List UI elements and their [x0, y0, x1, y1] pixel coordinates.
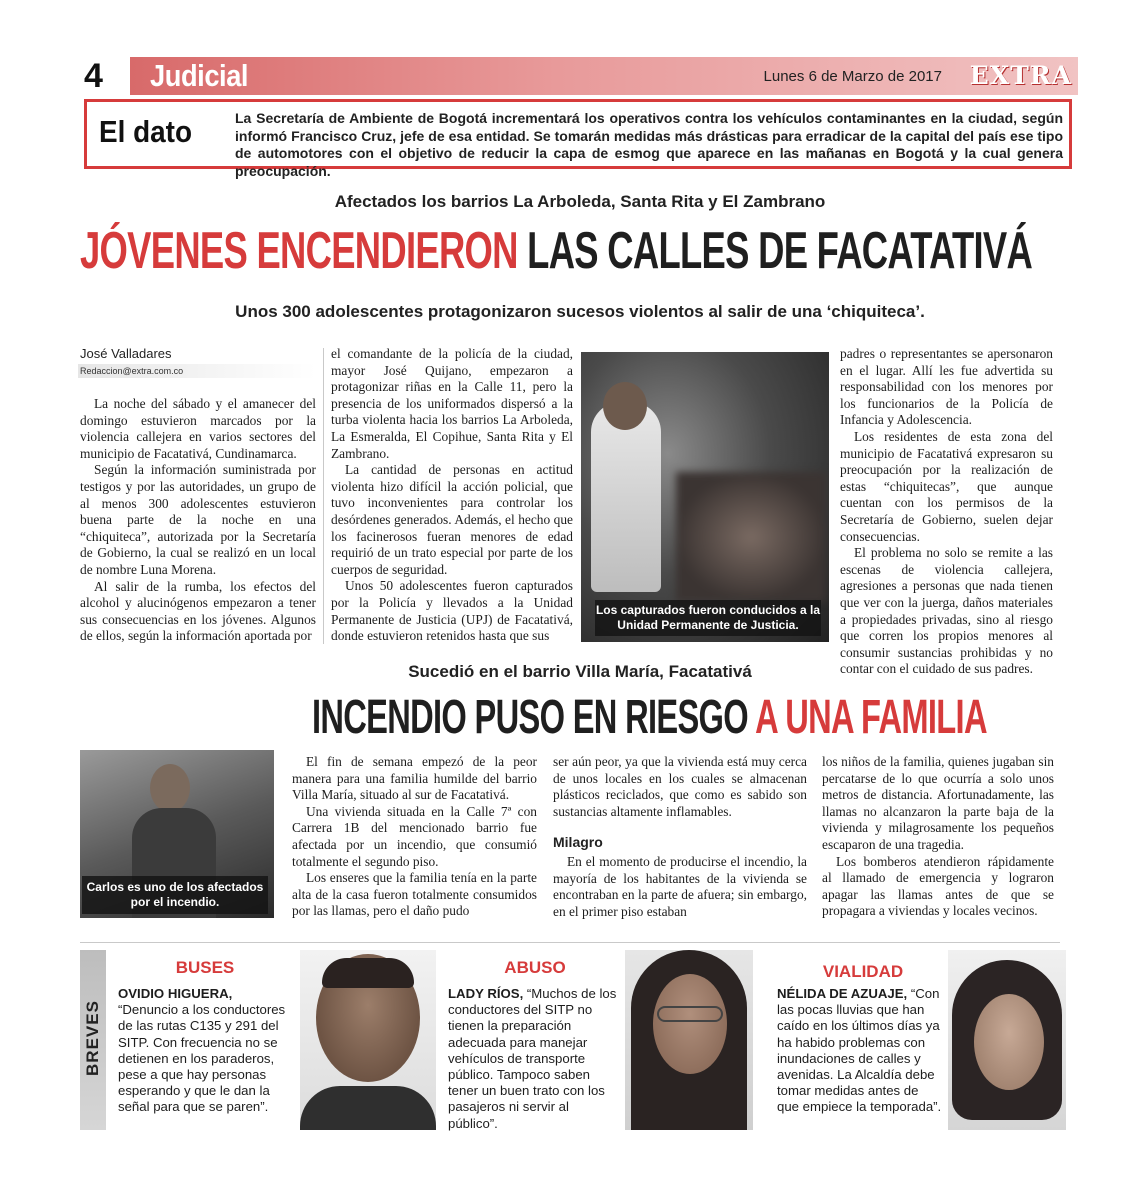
photo-caption: Carlos es uno de los afectados por el incendio. — [82, 876, 268, 914]
paragraph: La cantidad de personas en actitud violenta hizo difícil la acción policial, que tuvo inconvenientes para controlar los desórdenes generados. Además, el hecho que los facinerosos fueran menores de edad requirió de un trato especial por parte de los cuerpos de seguridad. — [331, 462, 573, 577]
person-head — [603, 382, 647, 430]
issue-date: Lunes 6 de Marzo de 2017 — [763, 68, 942, 85]
breves-strip — [80, 950, 106, 1130]
brief-category: VIALIDAD — [822, 962, 904, 981]
el-dato-text: La Secretaría de Ambiente de Bogotá incrementará los operativos contra los vehículos contaminantes en la ciudad, según informó Francisco Cruz, jefe de esa entidad. Se tomarán medidas más drásticas para erradicar de la capital del país ese tipo de automotores con el objetivo de reducir la capa de esmog que aparece en las mañanas en Bogotá y la cual genera preocupación. — [235, 110, 1063, 179]
article1-subhead: Unos 300 adolescentes protagonizaron sucesos violentos al salir de una ‘chiquiteca’. — [235, 302, 925, 321]
article1-author: José Valladares — [80, 346, 172, 361]
brief-text — [118, 986, 294, 1116]
article2-headline — [312, 688, 987, 748]
paragraph: El problema no solo se remite a las escenas de violencia callejera, agresiones a personas que nada tienen que ver con la juerga, daños materiales a propiedades privadas, sino al riesgo que corren los propios menores al consumir sustancias prohibidas y no contar con el cuidado de sus padres. — [840, 545, 1053, 677]
captured-youths-photo — [581, 352, 829, 642]
column-rule — [323, 348, 324, 644]
article2-headline-red: A UNA FAMILIA — [755, 691, 987, 744]
article2-headline-dark: INCENDIO PUSO EN RIESGO — [312, 691, 748, 744]
paragraph: ser aún peor, ya que la vivienda está muy cerca de unos locales en los cuales se almacenan plásticos reciclados, que como es sabido son sustancias altamente inflamables. — [553, 754, 807, 819]
lady-rios-photo — [625, 950, 753, 1130]
brief-name: LADY RÍOS, — [448, 986, 524, 1001]
paragraph: La noche del sábado y el amanecer del domingo estuvieron marcados por la violencia callejera en varios sectores del municipio de Facatativá, Cundinamarca. — [80, 396, 316, 461]
paragraph: Los bomberos atendieron rápidamente al llamado de emergencia y lograron apagar las llamas antes de que se propagara a viviendas y locales vecinos. — [822, 853, 1054, 919]
breves-label: BREVES — [83, 1000, 102, 1076]
breves-top-rule — [80, 942, 1060, 943]
paragraph: Los enseres que la familia tenía en la parte alta de la casa fueron totalmente consumidos por las llamas, pero el daño pudo — [292, 870, 537, 919]
brief-name: NÉLIDA DE AZUAJE, — [777, 986, 908, 1001]
section-name: Judicial — [150, 58, 249, 93]
el-dato-box — [84, 99, 1072, 179]
article2-subtitle: Milagro — [553, 834, 603, 850]
article1-headline-red: JÓVENES ENCENDIERON — [80, 222, 518, 280]
article1-headline — [80, 218, 1032, 284]
person-silhouette — [591, 402, 661, 592]
paragraph: Una vivienda situada en la Calle 7ª con Carrera 1B del mencionado barrio fue afectada por un incendio, que consumió totalmente el segundo piso. — [292, 803, 537, 869]
article2-column-2b — [553, 854, 807, 920]
brief-name: OVIDIO HIGUERA, — [118, 986, 233, 1001]
brief-quote: “Denuncio a los conductores de las rutas C135 y 291 del SITP. Con frecuencia no se detienen en los paraderos, pese a que hay personas esperando y que le dan la señal para que se paren”. — [118, 1002, 286, 1115]
article2-column-1 — [292, 754, 537, 920]
article1-email: Redaccion@extra.com.co — [80, 366, 184, 376]
paragraph: Unos 50 adolescentes fueron capturados por la Policía y llevados a la Unidad Permanente de Justicia (UPJ) de Facatativá, donde estuvieron retenidos hasta que sus — [331, 578, 573, 644]
brief-category: ABUSO — [504, 958, 566, 977]
paragraph: El fin de semana empezó de la peor manera para una familia humilde del barrio Villa María, situado al sur de Facatativá. — [292, 754, 537, 803]
article1-column-1 — [80, 396, 316, 645]
paragraph: En el momento de producirse el incendio, la mayoría de los habitantes de la vivienda se encontraban en la parte de afuera; sin embargo, en el primer piso estaban — [553, 854, 807, 919]
brief-quote: “Con las pocas lluvias que han caído en los últimos días ya ha habido problemas con inundaciones de calles y avenidas. La Alcaldía debe tomar medidas antes de que empiece la temporada”. — [777, 986, 942, 1115]
blurred-crowd — [676, 472, 826, 602]
article2-column-2 — [553, 754, 807, 820]
section-header-bar — [130, 57, 1078, 95]
paragraph: padres o representantes se apersonaron en el lugar. Allí les fue advertida su responsabilidad con los menores por los funcionarios de la Policía de Infancia y Adolescencia. — [840, 346, 1053, 428]
brief-text — [777, 986, 943, 1116]
paragraph: Los residentes de esta zona del municipio de Facatativá expresaron su preocupación por la realización de estas “chiquitecas”, que aunque cuentan con los permisos de la Secretaría de Gobierno, suelen dejar consecuencias. — [840, 428, 1053, 544]
glasses-icon — [657, 1006, 723, 1022]
article1-email-bar — [78, 364, 316, 378]
person-hair — [322, 958, 414, 988]
newspaper-logo: EXTRA — [969, 61, 1072, 90]
el-dato-title: El dato — [99, 114, 193, 149]
nelida-photo — [948, 950, 1066, 1130]
person-head — [150, 764, 190, 812]
article1-kicker: Afectados los barrios La Arboleda, Santa Rita y El Zambrano — [334, 192, 826, 211]
paragraph: Según la información suministrada por testigos y por las autoridades, un grupo de al menos 300 adolescentes estuvieron buena parte de la noche en una “chiquiteca”, autorizada por la Secretaría de Gobierno, la cual se realizó en un local de nombre Luna Morena. — [80, 462, 316, 577]
person-face — [653, 974, 727, 1074]
article1-column-2 — [331, 346, 573, 645]
person-shoulders — [300, 1086, 436, 1130]
article1-headline-dark: LAS CALLES DE FACATATIVÁ — [527, 222, 1033, 280]
ovidio-photo — [300, 950, 436, 1130]
brief-text — [448, 986, 618, 1132]
brief-category: BUSES — [175, 958, 235, 977]
article1-column-4 — [840, 346, 1053, 678]
brief-quote: “Muchos de los conductores del SITP no tienen la preparación adecuada para manejar vehículos de transporte público. Tampoco saben tener un buen trato con los pasajeros ni servir al público”. — [448, 986, 617, 1131]
photo-caption: Los capturados fueron conducidos a la Unidad Permanente de Justicia. — [595, 600, 821, 636]
person-face — [974, 994, 1044, 1090]
paragraph: los niños de la familia, quienes jugaban sin percatarse de lo que ocurría a solo unos metros de distancia. Afortunadamente, las llamas no alcanzaron la parte baja de la vivienda y milagrosamente los pequeños escaparon de una tragedia. — [822, 754, 1054, 852]
page-number: 4 — [84, 57, 103, 95]
paragraph: el comandante de la policía de la ciudad, mayor José Quijano, empezaron a protagonizar riñas en la Calle 11, pero la presencia de los uniformados dispersó a la turba violenta hacia los barrios La Arboleda, La Esmeralda, El Copihue, Santa Rita y El Zambrano. — [331, 346, 573, 461]
article2-column-3 — [822, 754, 1054, 920]
paragraph: Al salir de la rumba, los efectos del alcohol y alucinógenos empezaron a tener sus consecuencias en los jóvenes. Algunos de ellos, según la información aportada por — [80, 578, 316, 644]
article2-kicker: Sucedió en el barrio Villa María, Facatativá — [408, 662, 752, 681]
carlos-photo — [80, 750, 274, 918]
